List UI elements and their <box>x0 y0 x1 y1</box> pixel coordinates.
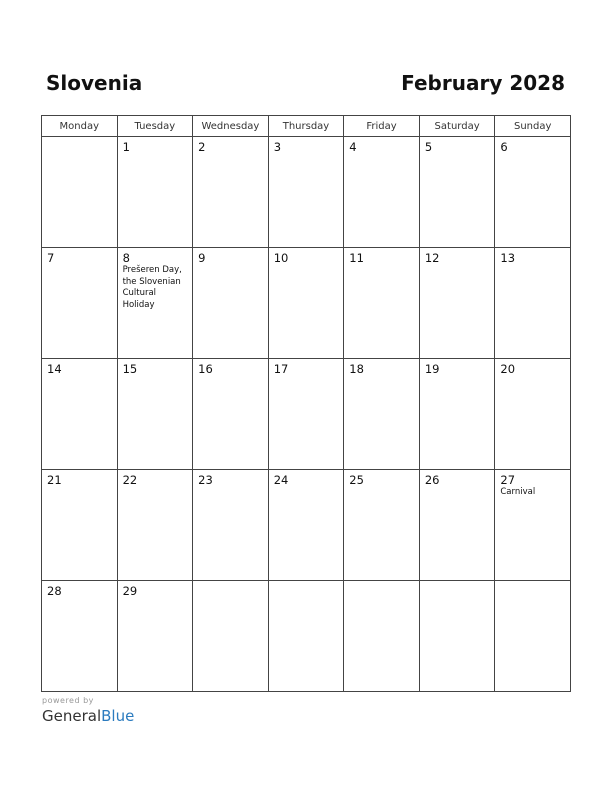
day-cell-19 <box>419 359 495 470</box>
day-number: 12 <box>424 251 440 265</box>
day-number: 15 <box>122 362 138 376</box>
day-number: 13 <box>500 251 516 265</box>
weekday-tuesday: Tuesday <box>117 116 193 137</box>
day-cell-7 <box>42 248 118 359</box>
day-number: 1 <box>122 140 130 154</box>
day-cell-25 <box>344 470 420 581</box>
day-cell-empty <box>42 137 118 248</box>
weekday-header-row <box>42 116 571 137</box>
weekday-wednesday: Wednesday <box>193 116 269 137</box>
day-number <box>193 581 268 584</box>
day-number <box>344 581 419 584</box>
day-number: 7 <box>47 251 55 265</box>
day-number <box>269 581 344 584</box>
day-number: 4 <box>349 140 357 154</box>
day-cell-21 <box>42 470 118 581</box>
day-cell-29 <box>117 581 193 692</box>
day-cell-empty <box>193 581 269 692</box>
day-number: 6 <box>500 140 508 154</box>
day-cell-28 <box>42 581 118 692</box>
day-number: 14 <box>47 362 62 376</box>
day-number: 23 <box>198 473 213 487</box>
day-number: 29 <box>122 584 138 598</box>
day-cell-27 <box>495 470 571 581</box>
month-year-title: February 2028 <box>401 71 565 95</box>
weekday-monday: Monday <box>42 116 118 137</box>
holiday-label: Prešeren Day, the Slovenian Cultural Holiday <box>122 265 182 310</box>
day-number: 21 <box>47 473 62 487</box>
day-number: 22 <box>122 473 138 487</box>
day-number: 9 <box>198 251 206 265</box>
day-cell-12 <box>419 248 495 359</box>
day-cell-15 <box>117 359 193 470</box>
day-cell-2 <box>193 137 269 248</box>
calendar-week-row <box>42 137 571 248</box>
day-number: 27 <box>500 473 516 487</box>
day-cell-17 <box>268 359 344 470</box>
day-number <box>42 137 117 140</box>
day-cell-18 <box>344 359 420 470</box>
weekday-saturday: Saturday <box>419 116 495 137</box>
day-cell-26 <box>419 470 495 581</box>
day-cell-16 <box>193 359 269 470</box>
day-number: 2 <box>198 140 206 154</box>
calendar-week-row <box>42 359 571 470</box>
calendar-grid <box>41 115 571 692</box>
day-cell-11 <box>344 248 420 359</box>
day-number: 26 <box>424 473 440 487</box>
day-cell-23 <box>193 470 269 581</box>
weekday-thursday: Thursday <box>268 116 344 137</box>
day-number: 28 <box>47 584 62 598</box>
day-cell-9 <box>193 248 269 359</box>
day-number: 3 <box>273 140 282 154</box>
day-cell-empty <box>268 581 344 692</box>
generalblue-logo[interactable] <box>42 707 134 725</box>
day-number: 10 <box>273 251 289 265</box>
day-number: 16 <box>198 362 213 376</box>
day-cell-5 <box>419 137 495 248</box>
day-number <box>420 581 495 584</box>
country-title: Slovenia <box>46 71 143 95</box>
day-number: 17 <box>273 362 289 376</box>
day-number: 11 <box>349 251 364 265</box>
day-cell-8 <box>117 248 193 359</box>
day-cell-empty <box>419 581 495 692</box>
day-cell-24 <box>268 470 344 581</box>
day-cell-6 <box>495 137 571 248</box>
powered-by-label: powered by <box>42 696 94 705</box>
day-cell-4 <box>344 137 420 248</box>
day-cell-10 <box>268 248 344 359</box>
day-cell-20 <box>495 359 571 470</box>
footer-branding <box>42 696 134 725</box>
calendar-week-row <box>42 470 571 581</box>
calendar-week-row <box>42 581 571 692</box>
day-cell-22 <box>117 470 193 581</box>
day-number: 18 <box>349 362 364 376</box>
day-number: 25 <box>349 473 364 487</box>
day-cell-3 <box>268 137 344 248</box>
day-cell-empty <box>344 581 420 692</box>
holiday-label: Carnival <box>500 487 536 497</box>
weekday-sunday: Sunday <box>495 116 571 137</box>
day-number: 8 <box>122 251 130 265</box>
calendar-week-row <box>42 248 571 359</box>
day-number: 5 <box>424 140 433 154</box>
weekday-friday: Friday <box>344 116 420 137</box>
day-cell-1 <box>117 137 193 248</box>
day-number: 20 <box>500 362 516 376</box>
day-number: 24 <box>273 473 289 487</box>
day-cell-empty <box>495 581 571 692</box>
day-cell-14 <box>42 359 118 470</box>
logo-text-general: General <box>42 707 102 725</box>
day-cell-13 <box>495 248 571 359</box>
day-number <box>495 581 570 584</box>
logo-text-blue: Blue <box>101 707 135 725</box>
day-number: 19 <box>424 362 440 376</box>
